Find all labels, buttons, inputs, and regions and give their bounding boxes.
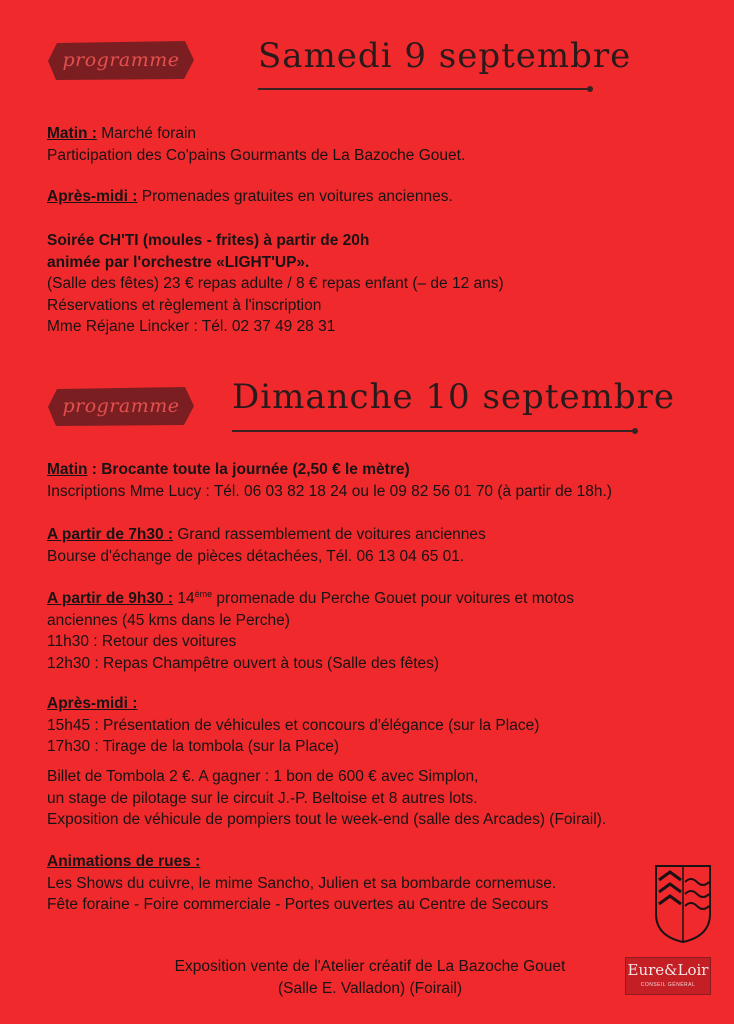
- sunday-9h30: [47, 588, 574, 674]
- text-anciennes: anciennes (45 kms dans le Perche): [47, 611, 290, 629]
- sunday-tombola: [47, 766, 606, 831]
- saturday-morning: [47, 123, 465, 166]
- title-underline: [232, 430, 634, 432]
- logo-subtitle: CONSEIL GÉNÉRAL: [640, 982, 696, 988]
- text-soiree-chti: Soirée CH'TI (moules - frites) à partir de 20h: [47, 232, 370, 249]
- underline-dot: [632, 428, 638, 434]
- text-promenade-perche: promenade du Perche Gouet pour voitures et motos: [212, 590, 574, 607]
- label-7h30: A partir de 7h30 :: [47, 526, 174, 543]
- text-contact-lincker: Mme Réjane Lincker : Tél. 02 37 49 28 31: [47, 318, 336, 335]
- text-repas: 12h30 : Repas Champêtre ouvert à tous (Salle des fêtes): [47, 654, 440, 672]
- text-orchestre: animée par l'orchestre «LIGHT'UP».: [47, 253, 310, 271]
- saturday-afternoon: [47, 186, 453, 208]
- footer-line-1: Exposition vente de l'Atelier créatif de La Bazoche Gouet: [174, 958, 566, 975]
- sunday-morning: [47, 459, 612, 502]
- label-matin: Matin :: [47, 125, 97, 142]
- label-matin: Matin: [47, 461, 88, 478]
- programme-tag-saturday: [47, 39, 195, 81]
- coat-of-arms-icon: [654, 864, 712, 949]
- saturday-evening: [47, 230, 504, 338]
- label-apres-midi: Après-midi :: [47, 188, 138, 205]
- eure-et-loir-logo: [625, 957, 711, 995]
- sunday-7h30: [47, 524, 486, 567]
- logo-name: Eure&Loir: [627, 961, 709, 979]
- text-exposition-pompiers: Exposition de véhicule de pompiers tout le week-end (salle des Arcades) (Foirail).: [47, 811, 607, 828]
- day-title-saturday: Samedi 9 septembre: [258, 36, 632, 76]
- text-tirage: 17h30 : Tirage de la tombola (sur la Place): [47, 738, 340, 755]
- programme-tag-label: programme: [62, 49, 180, 71]
- text-bourse: Bourse d'échange de pièces détachées, Tél. 06 13 04 65 01.: [47, 547, 465, 565]
- text-promenades: Promenades gratuites en voitures anciennes.: [137, 188, 453, 205]
- label-apres-midi: Après-midi :: [47, 695, 138, 712]
- text-stage: un stage de pilotage sur le circuit J.-P. Beltoise et 8 autres lots.: [47, 789, 478, 807]
- text-reservations: Réservations et règlement à l'inscription: [47, 296, 322, 314]
- sunday-animations: [47, 851, 556, 916]
- underline-dot: [587, 86, 593, 92]
- text-participation: Participation des Co'pains Gourmants de La Bazoche Gouet.: [47, 146, 466, 164]
- text-shows: Les Shows du cuivre, le mime Sancho, Julien et sa bombarde cornemuse.: [47, 874, 557, 892]
- text-tarifs: (Salle des fêtes) 23 € repas adulte / 8 € repas enfant (– de 12 ans): [47, 275, 504, 292]
- label-animations: Animations de rues :: [47, 853, 201, 870]
- text-marche-forain: Marché forain: [96, 125, 197, 142]
- footer-exposition: [100, 956, 640, 1000]
- text-fete-foraine: Fête foraine - Foire commerciale - Portes ouvertes au Centre de Secours: [47, 896, 549, 913]
- day-title-sunday: Dimanche 10 septembre: [232, 377, 675, 417]
- label-9h30: A partir de 9h30 :: [47, 590, 174, 607]
- text-presentation: 15h45 : Présentation de véhicules et concours d'élégance (sur la Place): [47, 716, 540, 734]
- programme-tag-sunday: [47, 385, 195, 427]
- text-14: 14: [173, 590, 195, 607]
- text-billet: Billet de Tombola 2 €. A gagner : 1 bon de 600 € avec Simplon,: [47, 768, 479, 785]
- footer-line-2: (Salle E. Valladon) (Foirail): [277, 980, 463, 997]
- title-underline: [258, 88, 588, 90]
- sunday-afternoon: [47, 693, 539, 758]
- text-retour: 11h30 : Retour des voitures: [47, 633, 237, 650]
- text-rassemblement: Grand rassemblement de voitures anciennes: [173, 526, 486, 543]
- text-brocante: : Brocante toute la journée (2,50 € le mètre): [87, 461, 410, 478]
- text-eme: ème: [194, 589, 213, 599]
- programme-tag-label: programme: [62, 395, 180, 417]
- text-inscriptions-lucy: Inscriptions Mme Lucy : Tél. 06 03 82 18 24 ou le 09 82 56 01 70 (à partir de 18h.): [47, 482, 612, 500]
